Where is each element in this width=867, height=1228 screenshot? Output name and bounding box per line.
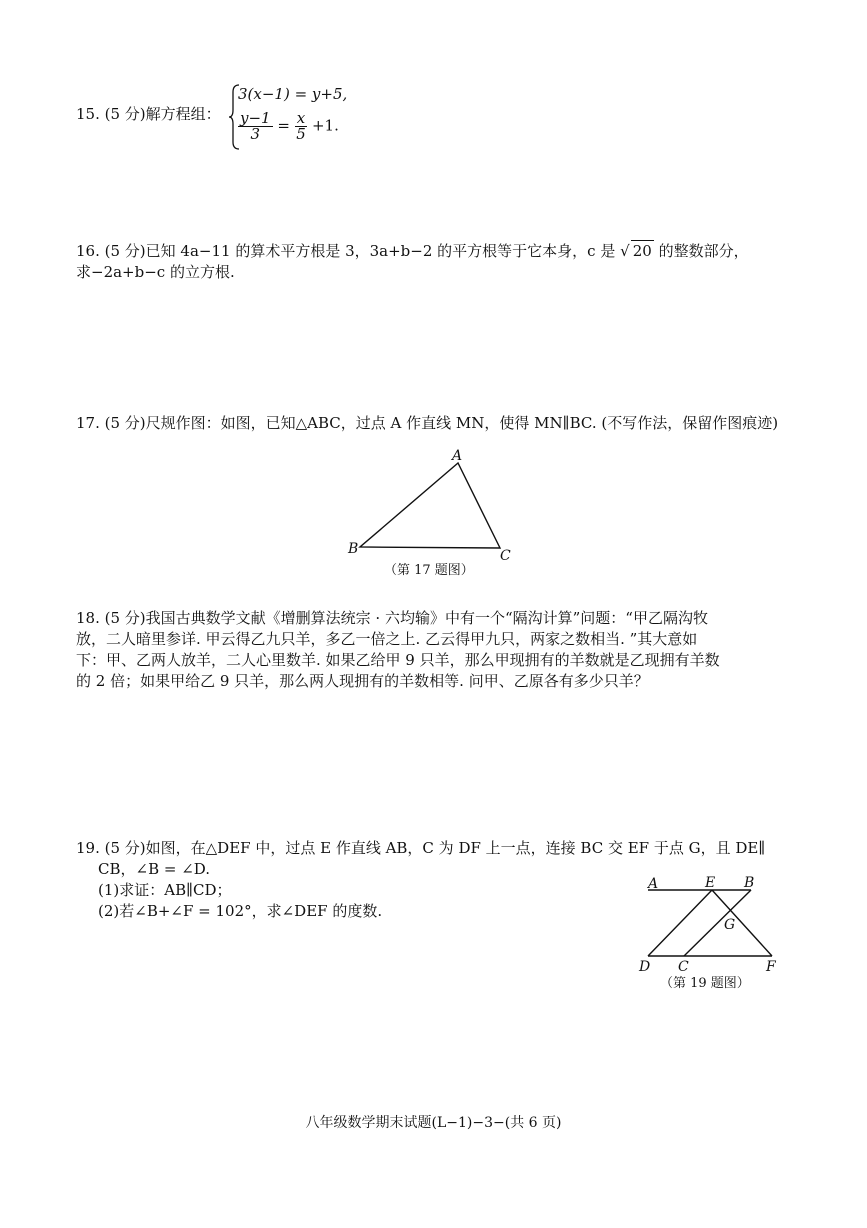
triangle-abc — [360, 463, 500, 548]
sqrt-symbol: √ — [620, 242, 630, 260]
q15-fraction-right — [295, 111, 307, 142]
fraction-numerator: x — [296, 109, 306, 127]
triangle-abc-figure — [340, 448, 520, 563]
page-footer: 八年级数学期末试题(L−1)−3−(共 6 页) — [305, 1115, 562, 1131]
q19-caption: （第 19 题图） — [660, 976, 750, 991]
line-de — [648, 890, 712, 956]
label-a: A — [452, 448, 463, 464]
triangle-def-figure — [636, 874, 786, 974]
q16-text-b: 的整数部分， — [658, 242, 749, 260]
sqrt-radicand: 20 — [632, 242, 652, 260]
line-ef — [712, 890, 772, 956]
q16-line-1 — [76, 240, 749, 262]
q18-line-3: 下：甲、乙两人放羊，二人心里数羊. 如果乙给甲 9 只羊，那么甲现拥有的羊数就是乙现拥有羊数 — [76, 651, 720, 669]
equals-sign: = — [277, 116, 290, 135]
question-16 — [76, 240, 749, 283]
q15-eq2 — [238, 111, 339, 142]
label-b: B — [348, 541, 359, 557]
label-d: D — [639, 959, 651, 975]
q17-caption: （第 17 题图） — [384, 563, 474, 578]
fraction-denominator: 5 — [296, 125, 306, 143]
label-f: F — [766, 959, 776, 975]
q16-text-a: 16. (5 分)已知 4a−11 的算术平方根是 3，3a+b−2 的平方根等于它本身，c 是 — [76, 242, 616, 260]
q15-eq1 — [238, 84, 347, 105]
label-g: G — [724, 917, 736, 933]
q19-line-2: CB，∠B = ∠D. — [98, 860, 211, 878]
label-c: C — [500, 548, 511, 564]
q15-head: 15. (5 分)解方程组： — [76, 105, 221, 123]
q19-line-1: 19. (5 分)如图，在△DEF 中，过点 E 作直线 AB，C 为 DF 上一点，连接 BC 交 EF 于点 G，且 DE∥ — [76, 839, 766, 857]
label-c: C — [678, 959, 689, 975]
q16-line-2: 求−2a+b−c 的立方根. — [76, 263, 235, 281]
label-e: E — [705, 875, 716, 891]
label-a: A — [648, 876, 659, 892]
q18-line-1: 18. (5 分)我国古典数学文献《增删算法统宗 · 六均输》中有一个“隔沟计算”问题：“甲乙隔沟牧 — [76, 609, 708, 627]
question-17 — [76, 413, 778, 434]
q15-equation-1: 3(x−1) = y+5, — [238, 85, 348, 103]
q15-fraction-left — [238, 111, 273, 142]
question-18 — [76, 608, 720, 692]
q17-text: 17. (5 分)尺规作图：如图，已知△ABC，过点 A 作直线 MN，使得 MN∥BC. (不写作法，保留作图痕迹) — [76, 414, 779, 432]
label-b: B — [744, 875, 755, 891]
line-bc — [684, 890, 751, 956]
q18-line-2: 放，二人暗里参详. 甲云得乙九只羊，多乙一倍之上. 乙云得甲九只，两家之数相当. ”其大意如 — [76, 630, 698, 648]
q15-tail: +1. — [311, 116, 339, 135]
q19-sub-2: (2)若∠B+∠F = 102°，求∠DEF 的度数. — [98, 902, 383, 920]
fraction-numerator: y−1 — [240, 109, 271, 127]
fraction-denominator: 3 — [250, 125, 261, 143]
q19-sub-1: (1)求证：AB∥CD； — [98, 881, 232, 899]
q18-line-4: 的 2 倍；如果甲给乙 9 只羊，那么两人现拥有的羊数相等. 问甲、乙原各有多少只羊？ — [76, 672, 649, 690]
question-15 — [76, 104, 221, 125]
